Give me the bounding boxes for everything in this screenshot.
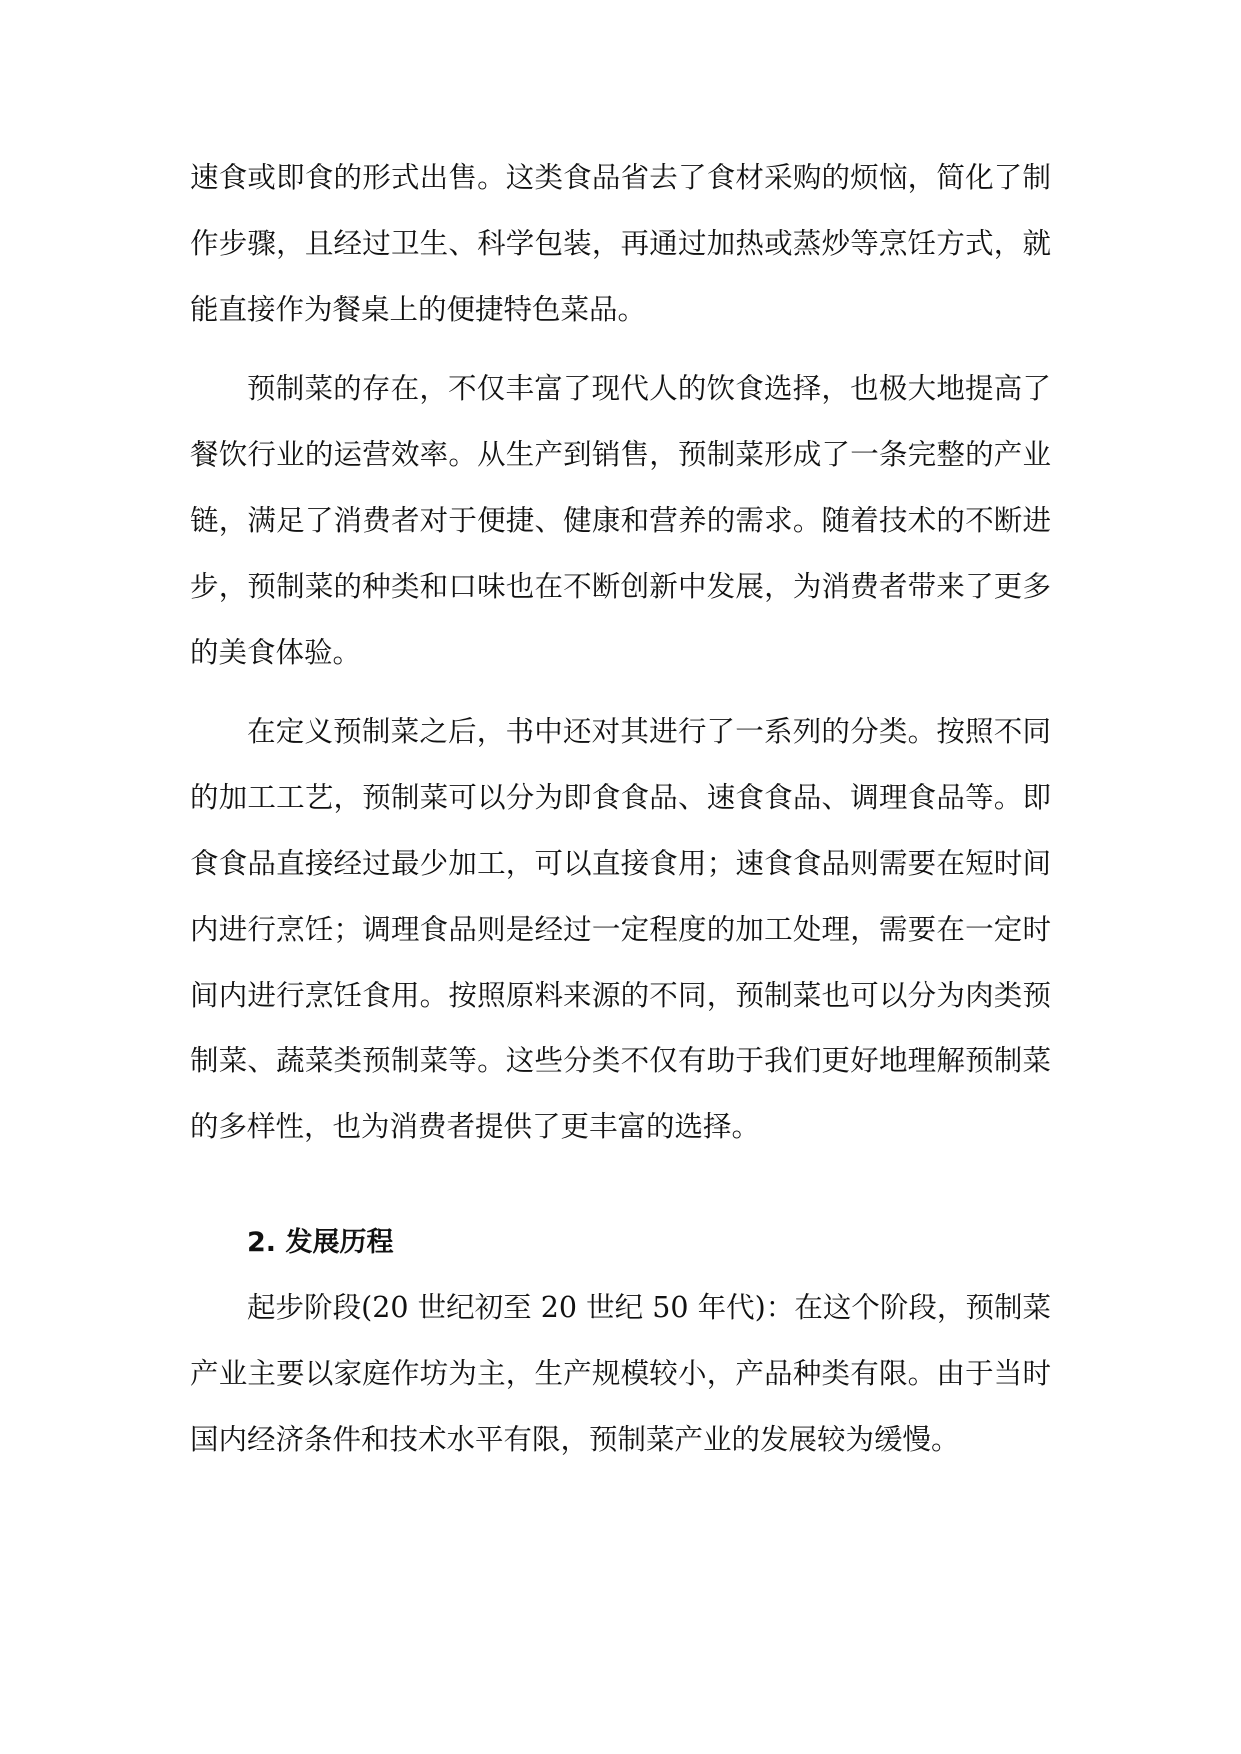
paragraph-early-stage: 起步阶段(20 世纪初至 20 世纪 50 年代)：在这个阶段，预制菜产业主要以家庭作坊为主，生产规模较小，产品种类有限。由于当时国内经济条件和技术水平有限，预制菜产业的发展较为缓慢。	[190, 1290, 1051, 1456]
document-page	[190, 145, 1051, 1472]
section-heading-development-history: 2. 发展历程	[247, 1226, 394, 1258]
paragraph-prepared-food-classification: 在定义预制菜之后，书中还对其进行了一系列的分类。按照不同的加工工艺，预制菜可以分为即食食品、速食食品、调理食品等。即食食品直接经过最少加工，可以直接食用；速食食品则需要在短时间内进行烹饪；调理食品则是经过一定程度的加工处理，需要在一定时间内进行烹饪食用。按照原料来源的不同，预制菜也可以分为肉类预制菜、蔬菜类预制菜等。这些分类不仅有助于我们更好地理解预制菜的多样性，也为消费者提供了更丰富的选择。	[190, 715, 1051, 1144]
paragraph-prepared-food-significance: 预制菜的存在，不仅丰富了现代人的饮食选择，也极大地提高了餐饮行业的运营效率。从生产到销售，预制菜形成了一条完整的产业链，满足了消费者对于便捷、健康和营养的需求。随着技术的不断进步，预制菜的种类和口味也在不断创新中发展，为消费者带来了更多的美食体验。	[190, 372, 1051, 669]
paragraph-continuation: 速食或即食的形式出售。这类食品省去了食材采购的烦恼，简化了制作步骤，且经过卫生、科学包装，再通过加热或蒸炒等烹饪方式，就能直接作为餐桌上的便捷特色菜品。	[190, 161, 1051, 326]
